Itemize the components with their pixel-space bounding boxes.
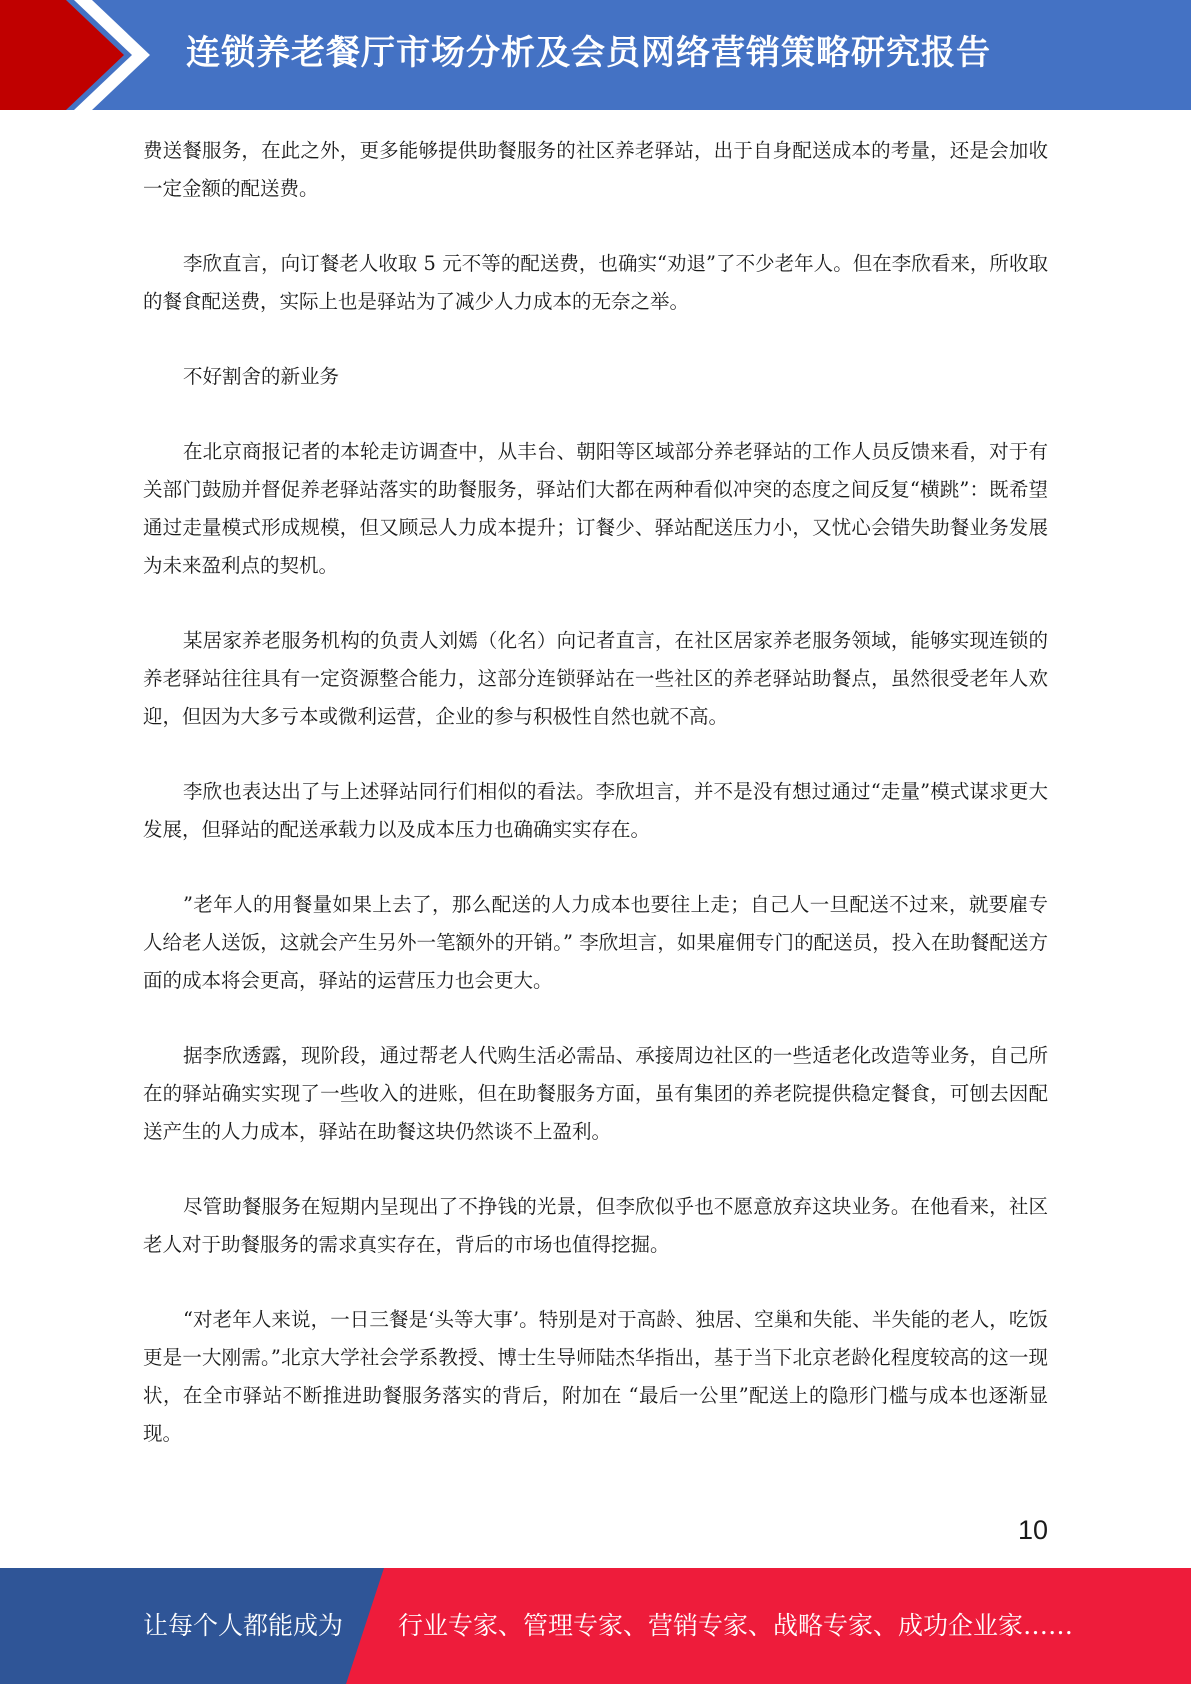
paragraph: 在北京商报记者的本轮走访调查中，从丰台、朝阳等区域部分养老驿站的工作人员反馈来看，对于有关部门鼓励并督促养老驿站落实的助餐服务，驿站们大都在两种看似冲突的态度之间反复“横跳”：既希望通过走量模式形成规模，但又顾忌人力成本提升；订餐少、驿站配送压力小，又忧心会错失助餐业务发展为未来盈利点的契机。 bbox=[143, 440, 1048, 577]
footer-slogan-right: 行业专家、管理专家、营销专家、战略专家、成功企业家…… bbox=[398, 1611, 1074, 1640]
page-header bbox=[0, 0, 1191, 110]
paragraph: 李欣直言，向订餐老人收取 5 元不等的配送费，也确实“劝退”了不少老年人。但在李欣看来，所收取的餐食配送费，实际上也是驿站为了减少人力成本的无奈之举。 bbox=[143, 252, 1048, 313]
report-title: 连锁养老餐厅市场分析及会员网络营销策略研究报告 bbox=[186, 33, 991, 73]
header-arrow-decoration bbox=[0, 0, 200, 110]
page-footer bbox=[0, 1568, 1191, 1684]
paragraph: 费送餐服务，在此之外，更多能够提供助餐服务的社区养老驿站，出于自身配送成本的考量，还是会加收一定金额的配送费。 bbox=[143, 139, 1048, 200]
section-heading: 不好割舍的新业务 bbox=[183, 365, 340, 388]
paragraph: 某居家养老服务机构的负责人刘嫣（化名）向记者直言，在社区居家养老服务领域，能够实现连锁的养老驿站往往具有一定资源整合能力，这部分连锁驿站在一些社区的养老驿站助餐点，虽然很受老年人欢迎，但因为大多亏本或微利运营，企业的参与积极性自然也就不高。 bbox=[143, 629, 1048, 728]
footer-slogan-left: 让每个人都能成为 bbox=[143, 1611, 344, 1640]
paragraph: 尽管助餐服务在短期内呈现出了不挣钱的光景，但李欣似乎也不愿意放弃这块业务。在他看来，社区老人对于助餐服务的需求真实存在，背后的市场也值得挖掘。 bbox=[143, 1195, 1048, 1256]
page-number: 10 bbox=[1017, 1515, 1048, 1545]
article-body bbox=[143, 132, 1048, 1490]
paragraph: 李欣也表达出了与上述驿站同行们相似的看法。李欣坦言，并不是没有想过通过“走量”模式谋求更大发展，但驿站的配送承载力以及成本压力也确确实实存在。 bbox=[143, 780, 1048, 841]
paragraph: “对老年人来说，一日三餐是‘头等大事’。特别是对于高龄、独居、空巢和失能、半失能的老人，吃饭更是一大刚需。”北京大学社会学系教授、博士生导师陆杰华指出，基于当下北京老龄化程度较高的这一现状，在全市驿站不断推进助餐服务落实的背后，附加在 “最后一公里”配送上的隐形门槛与成本也逐渐显现。 bbox=[143, 1308, 1048, 1445]
paragraph: 据李欣透露，现阶段，通过帮老人代购生活必需品、承接周边社区的一些适老化改造等业务，自己所在的驿站确实实现了一些收入的进账，但在助餐服务方面，虽有集团的养老院提供稳定餐食，可刨去因配送产生的人力成本，驿站在助餐这块仍然谈不上盈利。 bbox=[143, 1044, 1048, 1143]
paragraph: ”老年人的用餐量如果上去了，那么配送的人力成本也要往上走；自己人一旦配送不过来，就要雇专人给老人送饭，这就会产生另外一笔额外的开销。” 李欣坦言，如果雇佣专门的配送员，投入在助餐配送方面的成本将会更高，驿站的运营压力也会更大。 bbox=[143, 893, 1048, 992]
